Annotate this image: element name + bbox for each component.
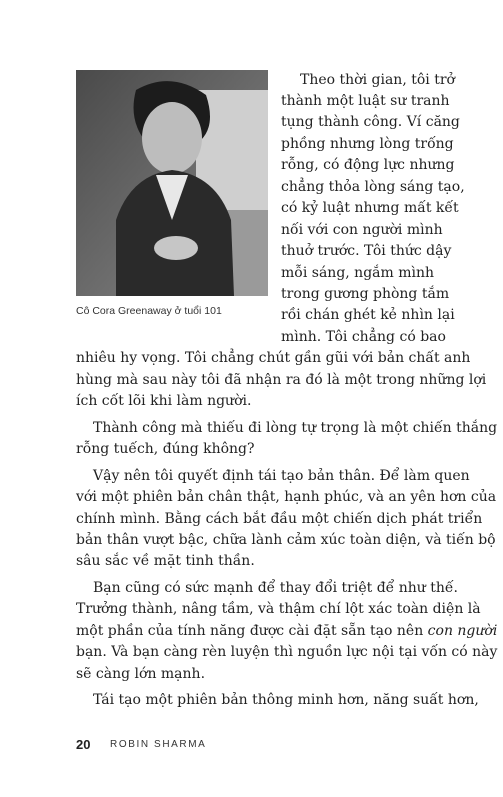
text-line: rỗng tuếch, đúng không? (76, 441, 255, 457)
text-line: bản thân vượt bậc, chữa lành cảm xúc toàn diện, và tiến bộ (76, 532, 496, 548)
text-line: thuở trước. Tôi thức dậy (281, 243, 452, 259)
text-line: có kỷ luật nhưng mất kết (281, 200, 459, 216)
text-line: rồi chán ghét kẻ nhìn lại (281, 307, 455, 323)
text-span: một phần của tính năng được cài đặt sẵn tạo nên (76, 623, 424, 639)
text-line (76, 621, 497, 641)
text-line: Vậy nên tôi quyết định tái tạo bản thân. Để làm quen (93, 468, 470, 484)
text-line: nhiêu hy vọng. Tôi chẳng chút gần gũi với bản chất anh (76, 350, 471, 366)
text-line: mỗi sáng, ngắm mình (281, 265, 435, 281)
emphasis-text: con người (427, 623, 498, 639)
text-line: tụng thành công. Ví căng (281, 114, 460, 130)
portrait-photo (76, 70, 268, 296)
text-line: ích cốt lõi khi làm người. (76, 393, 252, 409)
text-line: sâu sắc về mặt tinh thần. (76, 553, 255, 569)
text-line: mình. Tôi chẳng có bao (281, 329, 446, 345)
text-line: Tái tạo một phiên bản thông minh hơn, năng suất hơn, (93, 692, 479, 708)
text-line: chính mình. Bằng cách bắt đầu một chiến dịch phát triển (76, 511, 483, 527)
page-number: 20 (76, 737, 91, 752)
text-line: Trưởng thành, nâng tầm, và thậm chí lột xác toàn diện là (76, 601, 481, 617)
text-line: phồng nhưng lòng trống (281, 136, 454, 152)
text-line: với một phiên bản chân thật, hạnh phúc, và an yên hơn của (76, 489, 497, 505)
text-line: Bạn cũng có sức mạnh để thay đổi triệt để như thế. (93, 580, 458, 596)
text-line: nối với con người mình (281, 222, 443, 238)
text-line: chẳng thỏa lòng sáng tạo, (281, 179, 465, 195)
text-line: hùng mà sau này tôi đã nhận ra đó là một trong những lợi (76, 372, 487, 388)
photo-caption: Cô Cora Greenaway ở tuổi 101 (76, 305, 222, 317)
text-line: sẽ càng lớn mạnh. (76, 666, 206, 682)
text-line: trong gương phòng tắm (281, 286, 450, 302)
elderly-woman-portrait-image (76, 70, 268, 296)
text-line: Thành công mà thiếu đi lòng tự trọng là một chiến thắng (93, 420, 498, 436)
running-footer-author: ROBIN SHARMA (110, 739, 207, 750)
text-line: thành một luật sư tranh (281, 93, 450, 109)
text-line: Theo thời gian, tôi trở (300, 72, 455, 88)
text-line: bạn. Và bạn càng rèn luyện thì nguồn lực nội tại vốn có này (76, 644, 498, 660)
text-line: rỗng, có động lực nhưng (281, 157, 455, 173)
